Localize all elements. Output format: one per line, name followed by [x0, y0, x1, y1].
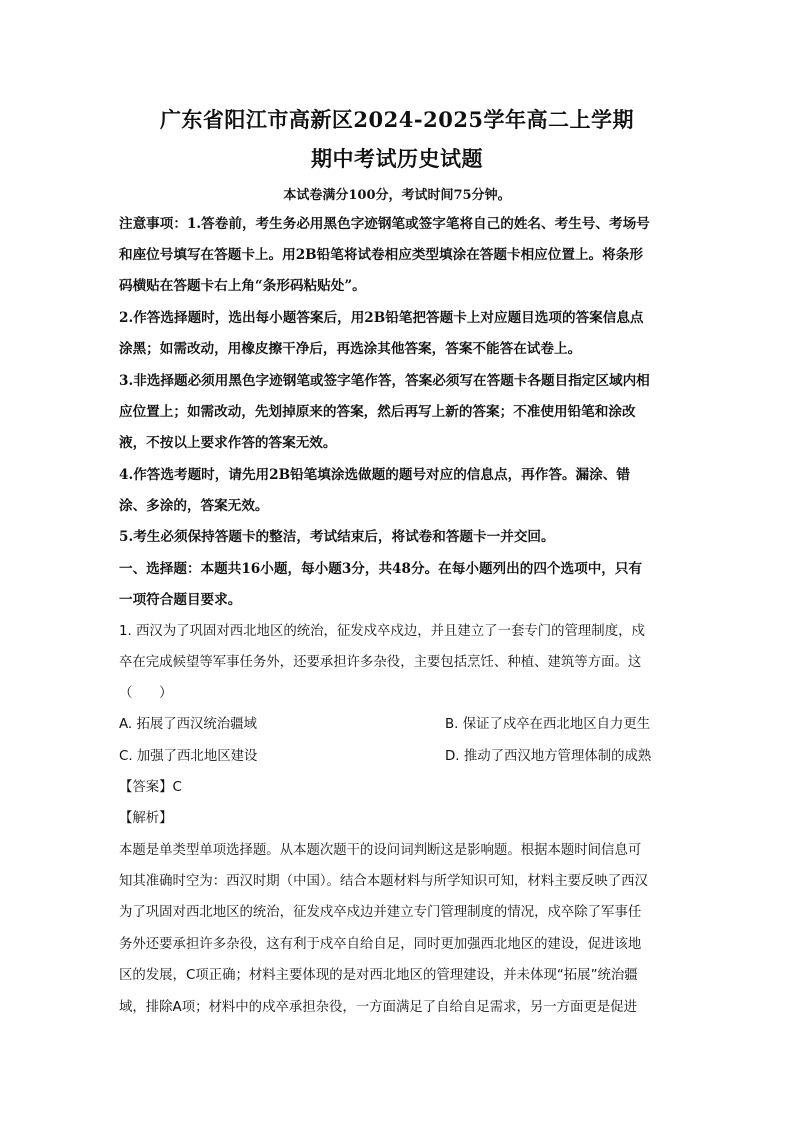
section-heading: 一项符合题目要求。	[119, 592, 242, 608]
analysis-line: 为了巩固对西北地区的统治，征发戍卒戍边并建立专门管理制度的情况，戍卒除了军事任	[119, 905, 642, 920]
notice-line: 3.非选择题必须用黑色字迹钢笔或签字笔作答，答案必须写在答题卡各题目指定区域内相	[119, 373, 650, 389]
question-blank: （ ）	[119, 686, 173, 701]
analysis-line: 域，排除A项；材料中的戍卒承担杂役，一方面满足了自给自足需求，另一方面更是促进	[119, 1000, 638, 1015]
notice-line: 涂黑；如需改动，用橡皮擦干净后，再选涂其他答案，答案不能答在试卷上。	[119, 341, 582, 357]
notice-line: 5.考生必须保持答题卡的整洁，考试结束后，将试卷和答题卡一并交回。	[119, 529, 555, 545]
notice-line: 码横贴在答题卡右上角“条形码粘贴处”。	[119, 278, 366, 294]
exam-subtitle: 本试卷满分100分，考试时间75分钟。	[283, 188, 511, 203]
notice-line: 注意事项：1.答卷前，考生务必用黑色字迹钢笔或签字笔将自己的姓名、考生号、考场号	[119, 216, 650, 232]
analysis-line: 务外还要承担许多杂役，这有利于戍卒自给自足，同时更加强西北地区的建设，促进该地	[119, 937, 642, 952]
notice-line: 和座位号填写在答题卡上。用2B铅笔将试卷相应类型填涂在答题卡相应位置上。将条形	[119, 247, 643, 263]
exam-title-line1: 广东省阳江市高新区2024-2025学年高二上学期	[159, 107, 635, 132]
notice-line: 4.作答选考题时，请先用2B铅笔填涂选做题的题号对应的信息点，再作答。漏涂、错	[119, 467, 630, 483]
notice-line: 应位置上；如需改动，先划掉原来的答案，然后再写上新的答案；不准使用铅笔和涂改	[119, 404, 636, 420]
question-stem: 卒在完成候望等军事任务外，还要承担许多杂役，主要包括烹饪、种植、建筑等方面。这	[119, 655, 642, 670]
notice-line: 2.作答选择题时，选出每小题答案后，用2B铅笔把答题卡上对应题目选项的答案信息点	[119, 310, 644, 326]
option-d: D. 推动了西汉地方管理体制的成熟	[445, 749, 652, 764]
option-b: B. 保证了戍卒在西北地区自力更生	[445, 717, 651, 732]
notice-line: 液，不按以上要求作答的答案无效。	[119, 435, 337, 451]
question-stem: 1. 西汉为了巩固对西北地区的统治，征发戍卒戍边，并且建立了一套专门的管理制度，戍	[119, 624, 645, 639]
option-a: A. 拓展了西汉统治疆域	[119, 717, 257, 732]
exam-title-line2: 期中考试历史试题	[311, 146, 483, 171]
answer-label: 【答案】C	[119, 780, 182, 795]
analysis-line: 区的发展，C项正确；材料主要体现的是对西北地区的管理建设，并未体现“拓展”统治疆	[119, 968, 638, 983]
section-heading: 一、选择题：本题共16小题，每小题3分，共48分。在每小题列出的四个选项中，只有	[119, 561, 643, 577]
analysis-line: 知其准确时空为：西汉时期（中国）。结合本题材料与所学知识可知，材料主要反映了西汉	[119, 874, 648, 889]
option-c: C. 加强了西北地区建设	[119, 749, 258, 764]
analysis-line: 本题是单类型单项选择题。从本题次题干的设问词判断这是影响题。根据本题时间信息可	[119, 843, 642, 858]
notice-line: 涂、多涂的，答案无效。	[119, 498, 269, 514]
analysis-label: 【解析】	[119, 811, 173, 826]
